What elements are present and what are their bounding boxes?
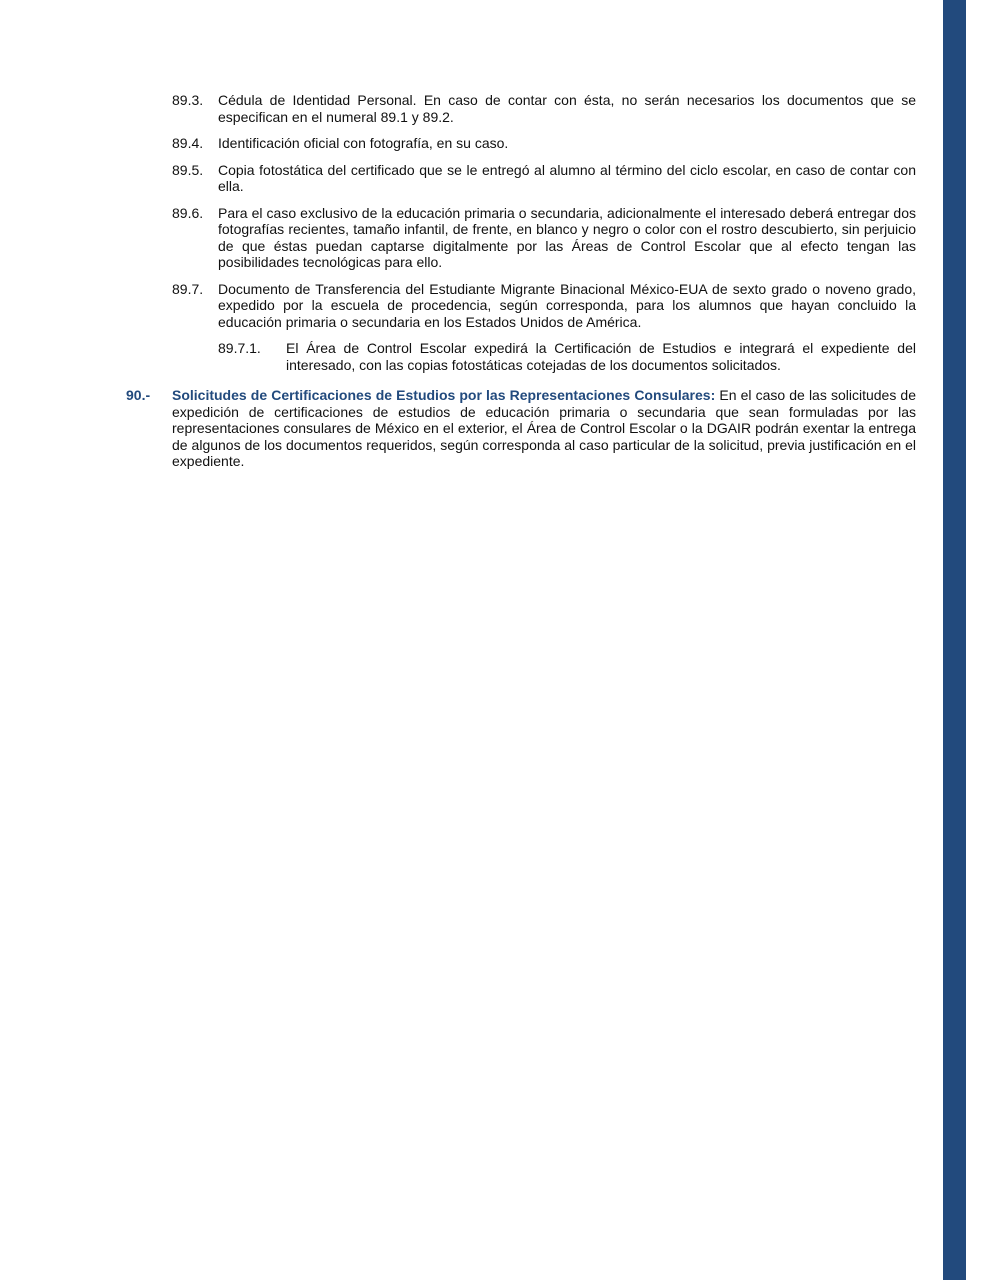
list-item-89-6 (172, 204, 916, 271)
list-item-89-3 (172, 92, 916, 125)
item-number: 89.6. (172, 204, 204, 221)
item-number: 89.7. (172, 280, 204, 297)
item-number: 89.4. (172, 135, 204, 151)
item-text: Documento de Transferencia del Estudiante Migrante Binacional México-EUA de sexto grado o noveno grado, expedido por la escuela de procedencia, según corresponda, para los alumnos que hayan concluido la educación primaria o secundaria en los Estados Unidos de América. (218, 280, 916, 330)
section-number: 90.- (126, 387, 151, 403)
section-90 (126, 387, 917, 470)
document-body (0, 92, 990, 470)
subitem-text: El Área de Control Escolar expedirá la Certificación de Estudios e integrará el expediente del interesado, con las copias fotostáticas cotejadas de los documentos solicitados. (286, 340, 916, 373)
section-heading: Solicitudes de Certificaciones de Estudios por las Representaciones Consulares: (172, 387, 716, 403)
item-text: Cédula de Identidad Personal. En caso de contar con ésta, no serán necesarios los documentos que se especifican en el numeral 89.1 y 89.2. (218, 92, 916, 125)
list-item-89-4 (172, 135, 916, 152)
item-text: Identificación oficial con fotografía, en su caso. (218, 135, 509, 151)
item-number: 89.5. (172, 161, 204, 178)
list-item-89-7 (172, 280, 916, 331)
item-text: Copia fotostática del certificado que se le entregó al alumno al término del ciclo escolar, en caso de contar con ella. (218, 161, 916, 194)
list-subitem-89-7-1 (218, 340, 916, 373)
item-number: 89.3. (172, 92, 204, 108)
subitem-number: 89.7.1. (218, 340, 261, 356)
item-text: Para el caso exclusivo de la educación primaria o secundaria, adicionalmente el interesado deberá entregar dos fotografías recientes, tamaño infantil, de frente, en blanco y negro o color con el rostro descubierto, sin perjuicio de que éstas puedan captarse digitalmente por las Áreas de Control Escolar que al efecto tengan las posibilidades tecnológicas para ello. (218, 204, 916, 270)
section-text: En el caso de las solicitudes de expedición de certificaciones de estudios de educación primaria o secundaria que sean formuladas por las representaciones consulares de México en el exterior, el Área de Control Escolar o la DGAIR podrán exentar la entrega de algunos de los documentos requeridos, según corresponda al caso particular de la solicitud, previa justificación en el expediente. (172, 387, 917, 469)
list-item-89-5 (172, 161, 916, 195)
